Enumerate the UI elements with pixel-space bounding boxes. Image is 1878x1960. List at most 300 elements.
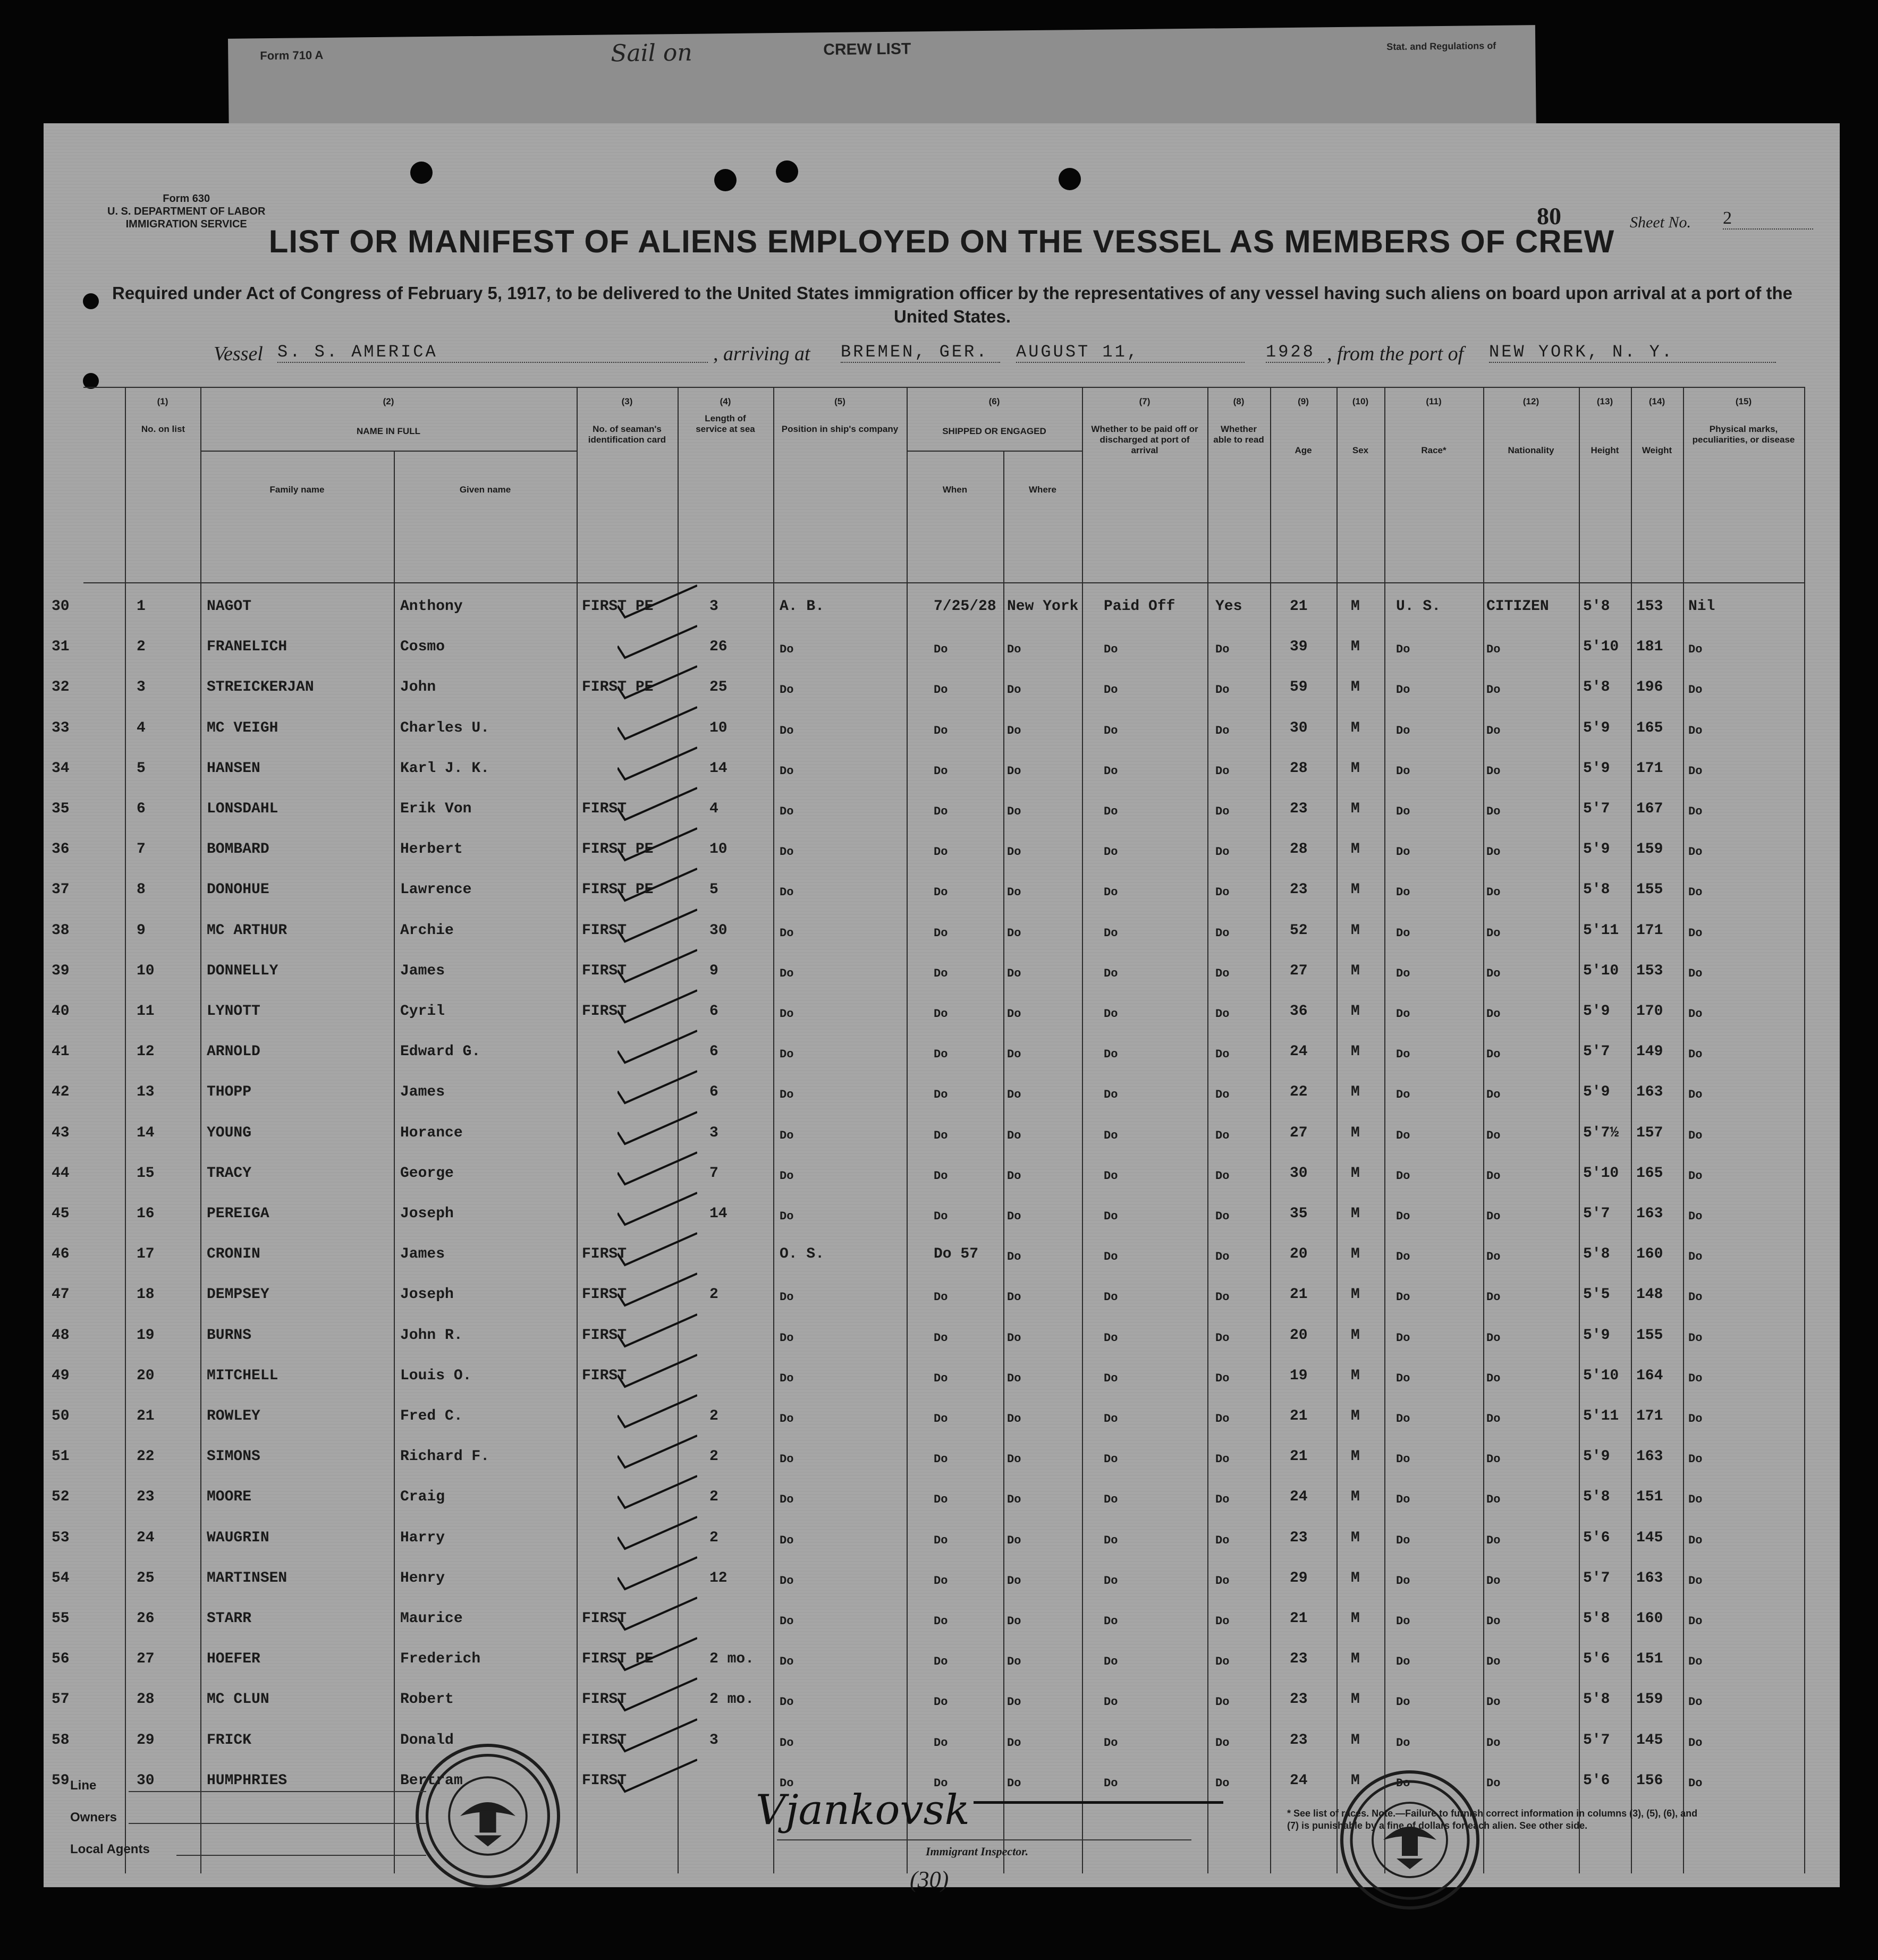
cell-weight: 196 <box>1636 679 1663 696</box>
cell-shipped-when: Do <box>934 1533 948 1547</box>
cell-family-name: LYNOTT <box>207 1003 260 1020</box>
cell-height: 5'9 <box>1583 1084 1610 1101</box>
cell-weight: 160 <box>1636 1610 1663 1627</box>
cell-nationality: Do <box>1486 1371 1501 1385</box>
cell-nationality: Do <box>1486 683 1501 697</box>
cell-line-number: 55 <box>52 1610 70 1627</box>
col-num: (10) <box>1352 396 1369 406</box>
cell-id-card: FIRST PE <box>582 679 654 696</box>
cell-given-name: James <box>400 962 445 979</box>
cell-nationality: Do <box>1486 845 1501 859</box>
header-height: Height <box>1591 445 1619 455</box>
cell-nationality: Do <box>1486 643 1501 657</box>
cell-age: 21 <box>1290 1408 1308 1424</box>
cell-shipped-where: Do <box>1007 1048 1021 1062</box>
col-num: (12) <box>1522 396 1539 406</box>
cell-nationality: Do <box>1486 1129 1501 1142</box>
cell-physical-marks: Do <box>1688 1776 1703 1790</box>
cell-shipped-where: Do <box>1007 845 1021 859</box>
col-num: (13) <box>1596 396 1613 406</box>
cell-position: Do <box>780 1695 794 1709</box>
cell-age: 23 <box>1290 881 1308 898</box>
cell-id-card: FIRST <box>582 922 627 939</box>
cell-length-of-service: 14 <box>709 1206 727 1222</box>
cell-shipped-where: Do <box>1007 1736 1021 1750</box>
cell-height: 5'11 <box>1583 1408 1619 1424</box>
cell-nationality: Do <box>1486 966 1501 980</box>
header-length-service: Length of service at sea <box>696 413 755 434</box>
cell-shipped-when: Do <box>934 1412 948 1426</box>
cell-nationality: Do <box>1486 1615 1501 1628</box>
cell-height: 5'10 <box>1583 1165 1619 1182</box>
checkmark-icon <box>617 1435 697 1472</box>
cell-line-number: 50 <box>52 1408 70 1424</box>
cell-sex: M <box>1351 881 1360 898</box>
cell-nationality: Do <box>1486 1331 1501 1345</box>
cell-no-on-list: 24 <box>137 1529 155 1546</box>
sheet-label: Sheet No. <box>1630 214 1691 231</box>
cell-weight: 163 <box>1636 1569 1663 1586</box>
cell-length-of-service: 2 <box>709 1286 718 1303</box>
cell-height: 5'11 <box>1583 922 1619 939</box>
cell-paid-off: Do <box>1104 845 1118 859</box>
cell-weight: 159 <box>1636 841 1663 858</box>
cell-shipped-when: Do <box>934 1048 948 1062</box>
cell-nationality: Do <box>1486 1655 1501 1669</box>
cell-shipped-when: Do <box>934 1169 948 1183</box>
cell-nationality: Do <box>1486 1493 1501 1507</box>
cell-given-name: Erik Von <box>400 801 472 817</box>
col-num: (15) <box>1735 396 1752 406</box>
cell-family-name: MC VEIGH <box>207 719 278 736</box>
checkmark-icon <box>617 1151 697 1189</box>
cell-shipped-where: Do <box>1007 1412 1021 1426</box>
cell-no-on-list: 18 <box>137 1286 155 1303</box>
cell-able-to-read: Do <box>1215 764 1230 778</box>
cell-nationality: Do <box>1486 926 1501 940</box>
cell-position: Do <box>780 1007 794 1021</box>
cell-length-of-service: 3 <box>709 598 718 615</box>
cell-position: Do <box>780 1088 794 1102</box>
table-row <box>52 1519 1805 1559</box>
cell-shipped-when: Do <box>934 1371 948 1385</box>
cell-family-name: YOUNG <box>207 1124 252 1141</box>
cell-length-of-service: 14 <box>709 760 727 777</box>
cell-family-name: DEMPSEY <box>207 1286 269 1303</box>
page-title: LIST OR MANIFEST OF ALIENS EMPLOYED ON THE VESSEL AS MEMBERS OF CREW <box>268 224 1615 259</box>
table-row <box>52 1155 1805 1195</box>
cell-shipped-when: Do <box>934 1493 948 1507</box>
cell-race: Do <box>1396 1776 1410 1790</box>
table-row <box>52 992 1805 1033</box>
cell-weight: 171 <box>1636 760 1663 777</box>
cell-sex: M <box>1351 801 1360 817</box>
cell-race: Do <box>1396 1453 1410 1466</box>
checkmark-icon <box>617 746 697 784</box>
cell-age: 24 <box>1290 1043 1308 1060</box>
cell-sex: M <box>1351 760 1360 777</box>
cell-position: Do <box>780 1615 794 1628</box>
cell-line-number: 46 <box>52 1246 70 1263</box>
cell-age: 39 <box>1290 639 1308 656</box>
checkmark-icon <box>617 1718 697 1755</box>
cell-height: 5'8 <box>1583 679 1610 696</box>
cell-paid-off: Paid Off <box>1104 598 1175 615</box>
cell-shipped-where: Do <box>1007 966 1021 980</box>
cell-id-card: FIRST <box>582 801 627 817</box>
cell-no-on-list: 21 <box>137 1408 155 1424</box>
cell-line-number: 52 <box>52 1489 70 1506</box>
cell-weight: 153 <box>1636 598 1663 615</box>
cell-height: 5'8 <box>1583 881 1610 898</box>
cell-position: Do <box>780 1453 794 1466</box>
cell-physical-marks: Do <box>1688 1331 1703 1345</box>
cell-sex: M <box>1351 1286 1360 1303</box>
cell-id-card: FIRST <box>582 1246 627 1263</box>
cell-weight: 165 <box>1636 719 1663 736</box>
cell-id-card: FIRST PE <box>582 598 654 615</box>
cell-no-on-list: 25 <box>137 1569 155 1586</box>
cell-paid-off: Do <box>1104 1615 1118 1628</box>
line-field <box>129 1791 426 1792</box>
table-row <box>52 1317 1805 1357</box>
cell-able-to-read: Do <box>1215 1736 1230 1750</box>
cell-family-name: BURNS <box>207 1327 252 1344</box>
header-where: Where <box>1029 485 1056 495</box>
cell-nationality: Do <box>1486 1533 1501 1547</box>
cell-no-on-list: 22 <box>137 1448 155 1465</box>
punch-hole <box>776 160 798 183</box>
cell-no-on-list: 5 <box>137 760 146 777</box>
cell-age: 36 <box>1290 1003 1308 1020</box>
cell-line-number: 58 <box>52 1732 70 1749</box>
cell-able-to-read: Yes <box>1215 598 1242 615</box>
cell-family-name: MC ARTHUR <box>207 922 287 939</box>
cell-family-name: FRANELICH <box>207 639 287 656</box>
cell-given-name: Harry <box>400 1529 445 1546</box>
col-num: (7) <box>1139 396 1151 406</box>
cell-age: 35 <box>1290 1206 1308 1222</box>
crew-table <box>52 387 1805 1874</box>
cell-height: 5'6 <box>1583 1529 1610 1546</box>
cell-nationality: Do <box>1486 1250 1501 1264</box>
from-port-label: , from the port of <box>1327 343 1464 365</box>
cell-nationality: Do <box>1486 1695 1501 1709</box>
cell-race: Do <box>1396 764 1410 778</box>
table-row <box>52 1114 1805 1155</box>
cell-shipped-where: Do <box>1007 886 1021 900</box>
cell-position: Do <box>780 683 794 697</box>
cell-position: Do <box>780 1210 794 1223</box>
cell-sex: M <box>1351 1165 1360 1182</box>
cell-height: 5'9 <box>1583 1448 1610 1465</box>
cell-able-to-read: Do <box>1215 1210 1230 1223</box>
cell-physical-marks: Do <box>1688 886 1703 900</box>
cell-position: Do <box>780 1412 794 1426</box>
cell-shipped-where: Do <box>1007 1371 1021 1385</box>
cell-no-on-list: 27 <box>137 1651 155 1668</box>
cell-family-name: ROWLEY <box>207 1408 260 1424</box>
cell-paid-off: Do <box>1104 764 1118 778</box>
cell-sex: M <box>1351 1003 1360 1020</box>
cell-no-on-list: 19 <box>137 1327 155 1344</box>
cell-family-name: WAUGRIN <box>207 1529 269 1546</box>
cell-shipped-when: Do <box>934 1210 948 1223</box>
cell-race: Do <box>1396 1655 1410 1669</box>
cell-paid-off: Do <box>1104 1655 1118 1669</box>
total-count-note: (30) <box>910 1866 949 1893</box>
cell-position: Do <box>780 1736 794 1750</box>
cell-race: Do <box>1396 1007 1410 1021</box>
cell-able-to-read: Do <box>1215 805 1230 818</box>
cell-position: Do <box>780 926 794 940</box>
cell-no-on-list: 17 <box>137 1246 155 1263</box>
cell-age: 20 <box>1290 1327 1308 1344</box>
cell-nationality: Do <box>1486 724 1501 737</box>
cell-no-on-list: 2 <box>137 639 146 656</box>
cell-height: 5'7 <box>1583 1732 1610 1749</box>
cell-position: Do <box>780 1655 794 1669</box>
cell-nationality: Do <box>1486 1736 1501 1750</box>
checkmark-icon <box>617 1677 697 1715</box>
owners-field <box>129 1823 426 1824</box>
cell-race: Do <box>1396 845 1410 859</box>
cell-sex: M <box>1351 1448 1360 1465</box>
checkmark-icon <box>617 1272 697 1310</box>
cell-height: 5'8 <box>1583 598 1610 615</box>
cell-physical-marks: Do <box>1688 966 1703 980</box>
cell-length-of-service: 6 <box>709 1084 718 1101</box>
cell-weight: 149 <box>1636 1043 1663 1060</box>
table-row <box>52 1357 1805 1397</box>
cell-physical-marks: Do <box>1688 1210 1703 1223</box>
cell-family-name: ARNOLD <box>207 1043 260 1060</box>
cell-given-name: George <box>400 1165 454 1182</box>
cell-shipped-where: Do <box>1007 1331 1021 1345</box>
checkmark-icon <box>617 949 697 986</box>
cell-able-to-read: Do <box>1215 1412 1230 1426</box>
cell-shipped-where: Do <box>1007 926 1021 940</box>
cell-length-of-service: 4 <box>709 801 718 817</box>
cell-sex: M <box>1351 1246 1360 1263</box>
cell-family-name: MARTINSEN <box>207 1569 287 1586</box>
cell-given-name: Louis O. <box>400 1367 472 1384</box>
cell-position: Do <box>780 845 794 859</box>
cell-paid-off: Do <box>1104 1331 1118 1345</box>
cell-shipped-where: Do <box>1007 724 1021 737</box>
cell-shipped-where: Do <box>1007 1129 1021 1142</box>
checkmark-icon <box>617 909 697 946</box>
table-row <box>52 1681 1805 1721</box>
cell-line-number: 43 <box>52 1124 70 1141</box>
header-paid-off: Whether to be paid off or discharged at port of arrival <box>1091 424 1198 455</box>
cell-shipped-where: Do <box>1007 1453 1021 1466</box>
header-race: Race* <box>1421 445 1446 455</box>
cell-able-to-read: Do <box>1215 1331 1230 1345</box>
cell-line-number: 37 <box>52 881 70 898</box>
col-num: (1) <box>157 396 168 406</box>
cell-length-of-service: 2 <box>709 1408 718 1424</box>
cell-physical-marks: Do <box>1688 926 1703 940</box>
cell-paid-off: Do <box>1104 966 1118 980</box>
cell-race: Do <box>1396 886 1410 900</box>
cell-sex: M <box>1351 719 1360 736</box>
cell-line-number: 53 <box>52 1529 70 1546</box>
cell-age: 21 <box>1290 1286 1308 1303</box>
cell-weight: 163 <box>1636 1448 1663 1465</box>
cell-line-number: 54 <box>52 1569 70 1586</box>
cell-no-on-list: 12 <box>137 1043 155 1060</box>
cell-physical-marks: Do <box>1688 805 1703 818</box>
cell-sex: M <box>1351 962 1360 979</box>
cell-position: Do <box>780 1371 794 1385</box>
checkmark-icon <box>617 1192 697 1229</box>
cell-race: Do <box>1396 643 1410 657</box>
cell-id-card: FIRST <box>582 1691 627 1708</box>
table-row <box>52 912 1805 952</box>
cell-length-of-service: 2 <box>709 1489 718 1506</box>
cell-paid-off: Do <box>1104 1574 1118 1588</box>
cell-given-name: Joseph <box>400 1206 454 1222</box>
table-row <box>52 1438 1805 1478</box>
cell-family-name: THOPP <box>207 1084 252 1101</box>
cell-shipped-when: Do <box>934 724 948 737</box>
cell-age: 20 <box>1290 1246 1308 1263</box>
cell-shipped-where: Do <box>1007 1776 1021 1790</box>
cell-physical-marks: Do <box>1688 683 1703 697</box>
cell-line-number: 36 <box>52 841 70 858</box>
cell-paid-off: Do <box>1104 643 1118 657</box>
cell-no-on-list: 20 <box>137 1367 155 1384</box>
cell-given-name: Anthony <box>400 598 463 615</box>
cell-length-of-service: 6 <box>709 1003 718 1020</box>
cell-family-name: DONOHUE <box>207 881 269 898</box>
cell-length-of-service: 6 <box>709 1043 718 1060</box>
cell-length-of-service: 10 <box>709 719 727 736</box>
cell-shipped-where: Do <box>1007 1695 1021 1709</box>
departure-port: NEW YORK, N. Y. <box>1489 342 1776 363</box>
cell-shipped-when: Do <box>934 805 948 818</box>
cell-weight: 155 <box>1636 1327 1663 1344</box>
department-label: U. S. DEPARTMENT OF LABOR <box>107 206 266 217</box>
cell-sex: M <box>1351 1569 1360 1586</box>
cell-sex: M <box>1351 1043 1360 1060</box>
cell-family-name: HUMPHRIES <box>207 1772 287 1789</box>
cell-height: 5'8 <box>1583 1691 1610 1708</box>
cell-id-card: FIRST PE <box>582 881 654 898</box>
cell-id-card: FIRST PE <box>582 841 654 858</box>
checkmark-icon <box>617 989 697 1026</box>
cell-nationality: Do <box>1486 805 1501 818</box>
header-nationality: Nationality <box>1508 445 1554 455</box>
cell-no-on-list: 16 <box>137 1206 155 1222</box>
cell-able-to-read: Do <box>1215 1695 1230 1709</box>
back-title: CREW LIST <box>823 40 911 59</box>
cell-line-number: 49 <box>52 1367 70 1384</box>
cell-race: Do <box>1396 966 1410 980</box>
header-when: When <box>942 485 968 495</box>
cell-height: 5'8 <box>1583 1610 1610 1627</box>
cell-age: 23 <box>1290 1691 1308 1708</box>
cell-age: 30 <box>1290 1165 1308 1182</box>
cell-sex: M <box>1351 1529 1360 1546</box>
cell-id-card: FIRST <box>582 1772 627 1789</box>
header-position: Position in ship's company <box>781 424 899 434</box>
cell-physical-marks: Do <box>1688 1088 1703 1102</box>
cell-race: Do <box>1396 1615 1410 1628</box>
cell-line-number: 39 <box>52 962 70 979</box>
cell-physical-marks: Nil <box>1688 598 1715 615</box>
cell-physical-marks: Do <box>1688 1129 1703 1142</box>
inspector-signature: Vjankovsk <box>756 1786 970 1834</box>
cell-sex: M <box>1351 1732 1360 1749</box>
cell-race: Do <box>1396 1574 1410 1588</box>
cell-given-name: Robert <box>400 1691 454 1708</box>
cell-shipped-where: Do <box>1007 1169 1021 1183</box>
cell-race: Do <box>1396 1088 1410 1102</box>
cell-weight: 170 <box>1636 1003 1663 1020</box>
table-row <box>52 871 1805 911</box>
cell-no-on-list: 4 <box>137 719 146 736</box>
cell-shipped-where: Do <box>1007 1533 1021 1547</box>
cell-able-to-read: Do <box>1215 1291 1230 1304</box>
cell-physical-marks: Do <box>1688 1371 1703 1385</box>
cell-height: 5'5 <box>1583 1286 1610 1303</box>
cell-paid-off: Do <box>1104 1533 1118 1547</box>
cell-physical-marks: Do <box>1688 1655 1703 1669</box>
cell-physical-marks: Do <box>1688 1695 1703 1709</box>
cell-paid-off: Do <box>1104 926 1118 940</box>
cell-line-number: 35 <box>52 801 70 817</box>
cell-no-on-list: 14 <box>137 1124 155 1141</box>
cell-shipped-when: Do <box>934 764 948 778</box>
cell-given-name: Herbert <box>400 841 463 858</box>
cell-shipped-when: Do <box>934 926 948 940</box>
cell-physical-marks: Do <box>1688 1007 1703 1021</box>
cell-given-name: Donald <box>400 1732 454 1749</box>
checkmark-icon <box>617 1354 697 1391</box>
checkmark-icon <box>617 1313 697 1351</box>
table-row <box>52 1559 1805 1600</box>
cell-able-to-read: Do <box>1215 1088 1230 1102</box>
cell-physical-marks: Do <box>1688 1615 1703 1628</box>
cell-id-card: FIRST <box>582 1610 627 1627</box>
cell-shipped-when: Do <box>934 643 948 657</box>
cell-able-to-read: Do <box>1215 1655 1230 1669</box>
cell-position: A. B. <box>780 598 825 615</box>
cell-family-name: SIMONS <box>207 1448 260 1465</box>
cell-weight: 165 <box>1636 1165 1663 1182</box>
name-subheader-rule <box>200 451 577 452</box>
cell-family-name: TRACY <box>207 1165 252 1182</box>
cell-age: 24 <box>1290 1772 1308 1789</box>
cell-physical-marks: Do <box>1688 1453 1703 1466</box>
cell-family-name: NAGOT <box>207 598 252 615</box>
col-num: (11) <box>1426 396 1442 406</box>
cell-sex: M <box>1351 1084 1360 1101</box>
cell-family-name: LONSDAHL <box>207 801 278 817</box>
cell-physical-marks: Do <box>1688 845 1703 859</box>
checkmark-icon <box>617 1394 697 1431</box>
cell-line-number: 31 <box>52 639 70 656</box>
cell-height: 5'6 <box>1583 1651 1610 1668</box>
cell-sex: M <box>1351 1691 1360 1708</box>
cell-line-number: 38 <box>52 922 70 939</box>
cell-height: 5'9 <box>1583 760 1610 777</box>
cell-able-to-read: Do <box>1215 1169 1230 1183</box>
cell-no-on-list: 11 <box>137 1003 155 1020</box>
table-row <box>52 830 1805 871</box>
